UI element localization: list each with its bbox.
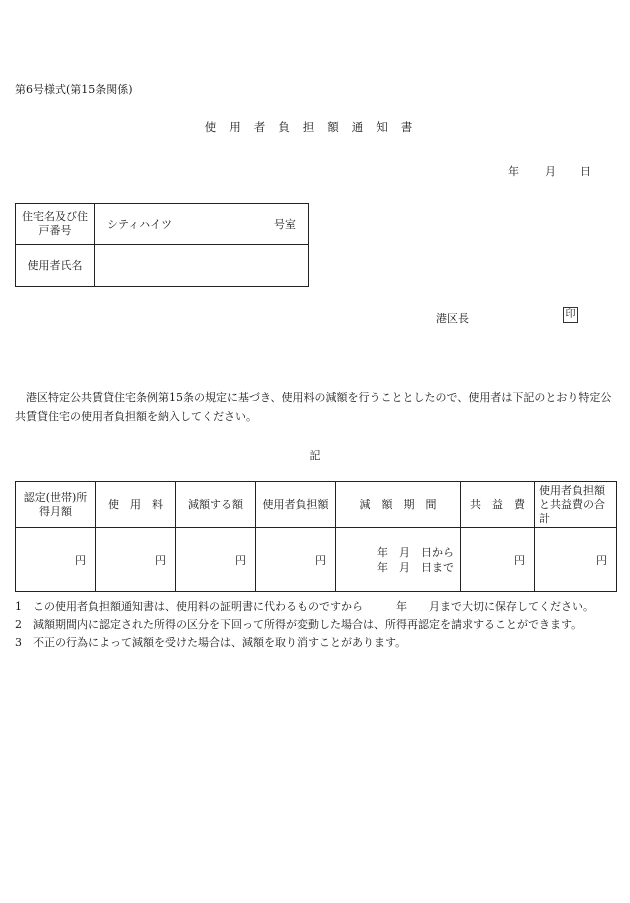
user-name-value — [95, 245, 309, 287]
date-line — [508, 163, 591, 179]
notes-list — [15, 599, 617, 653]
period-from: 年 月 日から — [377, 545, 454, 559]
burden-table — [15, 481, 617, 592]
note-item: 2 減額期間内に認定された所得の区分を下回って所得が変動した場合は、所得再認定を請求することができます。 — [15, 618, 583, 631]
value-common-fee: 円 — [461, 528, 535, 592]
header-rent: 使 用 料 — [96, 482, 176, 528]
issuer-name: 港区長 — [436, 312, 469, 325]
value-total: 円 — [535, 528, 617, 592]
date-day: 日 — [580, 165, 591, 178]
ki-heading: 記 — [309, 449, 321, 462]
value-income: 円 — [16, 528, 96, 592]
date-year: 年 — [508, 165, 519, 178]
body-paragraph: 港区特定公共賃貸住宅条例第15条の規定に基づき、使用料の減額を行うこととしたので、使用者は下記のとおり特定公共賃貸住宅の使用者負担額を納入してください。 — [15, 391, 612, 423]
value-period — [336, 528, 461, 592]
value-reduction: 円 — [176, 528, 256, 592]
seal-mark: 印 — [563, 307, 578, 323]
value-user-burden: 円 — [256, 528, 336, 592]
value-rent: 円 — [96, 528, 176, 592]
form-number: 第6号様式(第15条関係) — [15, 83, 133, 96]
residence-label: 住宅名及び住戸番号 — [16, 204, 95, 245]
period-to: 年 月 日まで — [377, 560, 454, 574]
residence-value — [95, 204, 309, 245]
unit-suffix: 号室 — [274, 218, 296, 231]
header-user-burden: 使用者負担額 — [256, 482, 336, 528]
note-item: 3 不正の行為によって減額を受けた場合は、減額を取り消すことがあります。 — [15, 636, 407, 649]
document-title: 使用者負担額通知書 — [204, 120, 426, 134]
date-month: 月 — [545, 165, 556, 178]
building-name: シティハイツ — [107, 218, 173, 231]
user-name-label: 使用者氏名 — [16, 245, 95, 287]
note-item: 1 この使用者負担額通知書は、使用料の証明書に代わるものですから 年 月まで大切に保存してください。 — [15, 600, 594, 613]
header-reduction: 減額する額 — [176, 482, 256, 528]
recipient-info-table — [15, 203, 309, 287]
header-total: 使用者負担額と共益費の合計 — [535, 482, 617, 528]
header-income: 認定(世帯)所得月額 — [16, 482, 96, 528]
header-period: 減 額 期 間 — [336, 482, 461, 528]
header-common-fee: 共 益 費 — [461, 482, 535, 528]
